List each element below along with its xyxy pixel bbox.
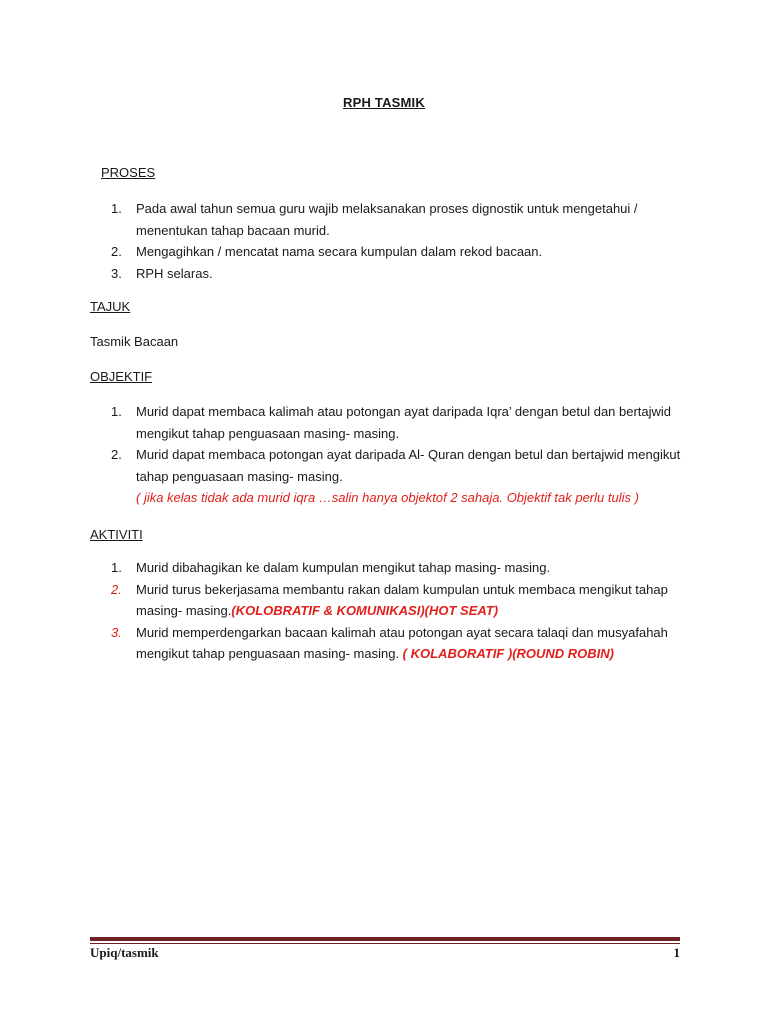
list-number: 2.	[111, 244, 122, 259]
list-text: Pada awal tahun semua guru wajib melaksanakan proses dignostik untuk mengetahui / menentukan tahap bacaan murid.	[136, 201, 638, 238]
list-number: 2.	[111, 581, 122, 597]
list-number: 2.	[111, 447, 122, 462]
heading-tajuk: TAJUK	[90, 299, 131, 314]
heading-aktiviti: AKTIVITI	[90, 527, 143, 542]
list-number: 1.	[111, 201, 122, 216]
list-number: 1.	[111, 404, 122, 419]
list-item	[111, 263, 696, 285]
footer-divider-thick	[90, 937, 680, 941]
list-number: 3.	[111, 624, 122, 640]
heading-proses: PROSES	[101, 165, 156, 180]
list-text: Murid memperdengarkan bacaan kalimah atau potongan ayat secara talaqi dan musyafahah mengikut tahap penguasaan masing- masing.	[136, 624, 668, 661]
list-item	[111, 579, 696, 622]
page-number: 1	[673, 945, 680, 960]
list-item	[111, 401, 696, 444]
list-item	[111, 557, 696, 579]
list-text: Murid dapat membaca potongan ayat daripada Al- Quran dengan betul dan bertajwid mengikut tahap penguasaan masing- masing.	[136, 447, 681, 484]
list-item	[111, 444, 696, 509]
list-item	[111, 622, 696, 665]
list-item	[111, 241, 696, 263]
list-number: 3.	[111, 265, 122, 281]
list-text: Murid turus bekerjasama membantu rakan dalam kumpulan untuk membaca mengikut tahap masing- masing.	[136, 581, 668, 618]
footer-divider-thin	[90, 943, 680, 944]
footer-label: Upiq/tasmik	[90, 945, 159, 960]
list-number: 1.	[111, 560, 122, 575]
tajuk-text: Tasmik Bacaan	[90, 334, 179, 349]
activity-tag: ( KOLABORATIF )(ROUND ROBIN)	[402, 646, 615, 661]
list-text: RPH selaras.	[136, 265, 213, 281]
heading-objektif: OBJEKTIF	[90, 369, 153, 384]
objektif-note: ( jika kelas tidak ada murid iqra …salin hanya objektof 2 sahaja. Objektif tak perlu tulis )	[136, 490, 639, 505]
list-item	[111, 198, 696, 241]
activity-tag: (KOLOBRATIF & KOMUNIKASI)(HOT SEAT)	[231, 603, 499, 618]
list-text: Murid dibahagikan ke dalam kumpulan mengikut tahap masing- masing.	[136, 560, 551, 575]
list-text: Mengagihkan / mencatat nama secara kumpulan dalam rekod bacaan.	[136, 244, 543, 259]
objektif-list	[111, 401, 696, 509]
aktiviti-list	[111, 557, 696, 665]
list-text: Murid dapat membaca kalimah atau potongan ayat daripada Iqra’ dengan betul dan bertajwid mengikut tahap penguasaan masing- masing.	[136, 404, 672, 441]
page-title: RPH TASMIK	[343, 95, 425, 110]
proses-list	[111, 198, 696, 284]
